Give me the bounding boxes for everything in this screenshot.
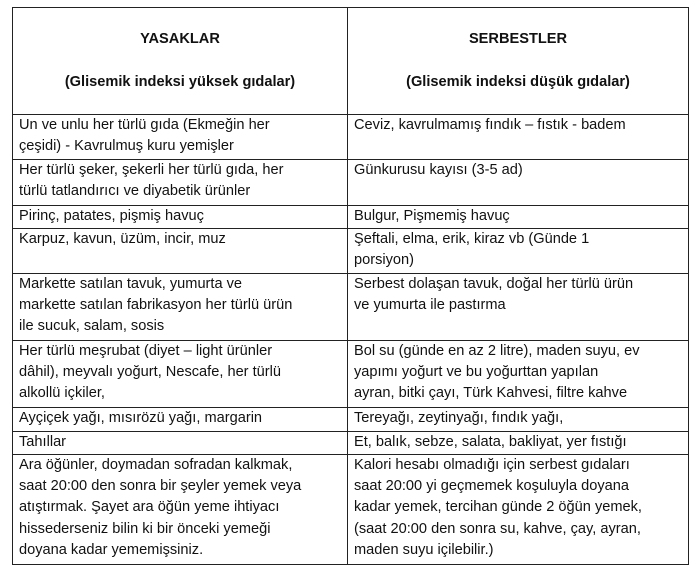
serbest-cell: Günkurusu kayısı (3-5 ad) <box>348 160 689 206</box>
table-row <box>13 274 689 341</box>
yasak-cell: Pirinç, patates, pişmiş havuç <box>13 206 348 229</box>
yasak-cell: Her türlü meşrubat (diyet – light ürünler dâhil), meyvalı yoğurt, Nescafe, her türlü alkollü içkiler, <box>13 341 348 408</box>
serbest-cell: Ceviz, kavrulmamış fındık – fıstık - badem <box>348 115 689 160</box>
serbest-cell: Kalori hesabı olmadığı için serbest gıdaları saat 20:00 yi geçmemek koşuluyla doyana kadar yemek, tercihan günde 2 öğün yemek, (saat 20:00 den sonra su, kahve, çay, ayran, maden suyu içilebilir.) <box>348 455 689 565</box>
yasak-cell: Karpuz, kavun, üzüm, incir, muz <box>13 229 348 274</box>
table-row <box>13 115 689 160</box>
table-row <box>13 206 689 229</box>
yasak-cell: Un ve unlu her türlü gıda (Ekmeğin her çeşidi) - Kavrulmuş kuru yemişler <box>13 115 348 160</box>
yasak-cell: Markette satılan tavuk, yumurta ve markette satılan fabrikasyon her türlü ürün ile sucuk, salam, sosis <box>13 274 348 341</box>
serbest-cell: Bol su (günde en az 2 litre), maden suyu, ev yapımı yoğurt ve bu yoğurttan yapılan ayran, bitki çayı, Türk Kahvesi, filtre kahve <box>348 341 689 408</box>
serbest-cell: Tereyağı, zeytinyağı, fındık yağı, <box>348 408 689 432</box>
header-serbestler-title: SERBESTLER <box>468 31 568 48</box>
table-row <box>13 408 689 432</box>
table-row <box>13 229 689 274</box>
header-yasaklar-subtitle: (Glisemik indeksi yüksek gıdalar) <box>64 73 296 90</box>
yasak-cell: Tahıllar <box>13 432 348 455</box>
yasak-cell: Ayçiçek yağı, mısırözü yağı, margarin <box>13 408 348 432</box>
glycemic-index-table <box>12 7 689 565</box>
table-row <box>13 432 689 455</box>
yasak-cell: Ara öğünler, doymadan sofradan kalkmak, saat 20:00 den sonra bir şeyler yemek veya atıştırmak. Şayet ara öğün yeme ihtiyacı hissederseniz bilin ki bir önceki yemeği doyana kadar yememişsiniz. <box>13 455 348 565</box>
header-yasaklar <box>13 8 348 115</box>
table-row <box>13 455 689 565</box>
table-row <box>13 160 689 206</box>
header-serbestler <box>348 8 689 115</box>
serbest-cell: Şeftali, elma, erik, kiraz vb (Günde 1 porsiyon) <box>348 229 689 274</box>
table-row <box>13 341 689 408</box>
serbest-cell: Serbest dolaşan tavuk, doğal her türlü ürün ve yumurta ile pastırma <box>348 274 689 341</box>
table-header-row <box>13 8 689 115</box>
header-serbestler-subtitle: (Glisemik indeksi düşük gıdalar) <box>406 73 630 90</box>
yasak-cell: Her türlü şeker, şekerli her türlü gıda, her türlü tatlandırıcı ve diyabetik ürünler <box>13 160 348 206</box>
serbest-cell: Bulgur, Pişmemiş havuç <box>348 206 689 229</box>
serbest-cell: Et, balık, sebze, salata, bakliyat, yer fıstığı <box>348 432 689 455</box>
header-yasaklar-title: YASAKLAR <box>140 31 220 48</box>
